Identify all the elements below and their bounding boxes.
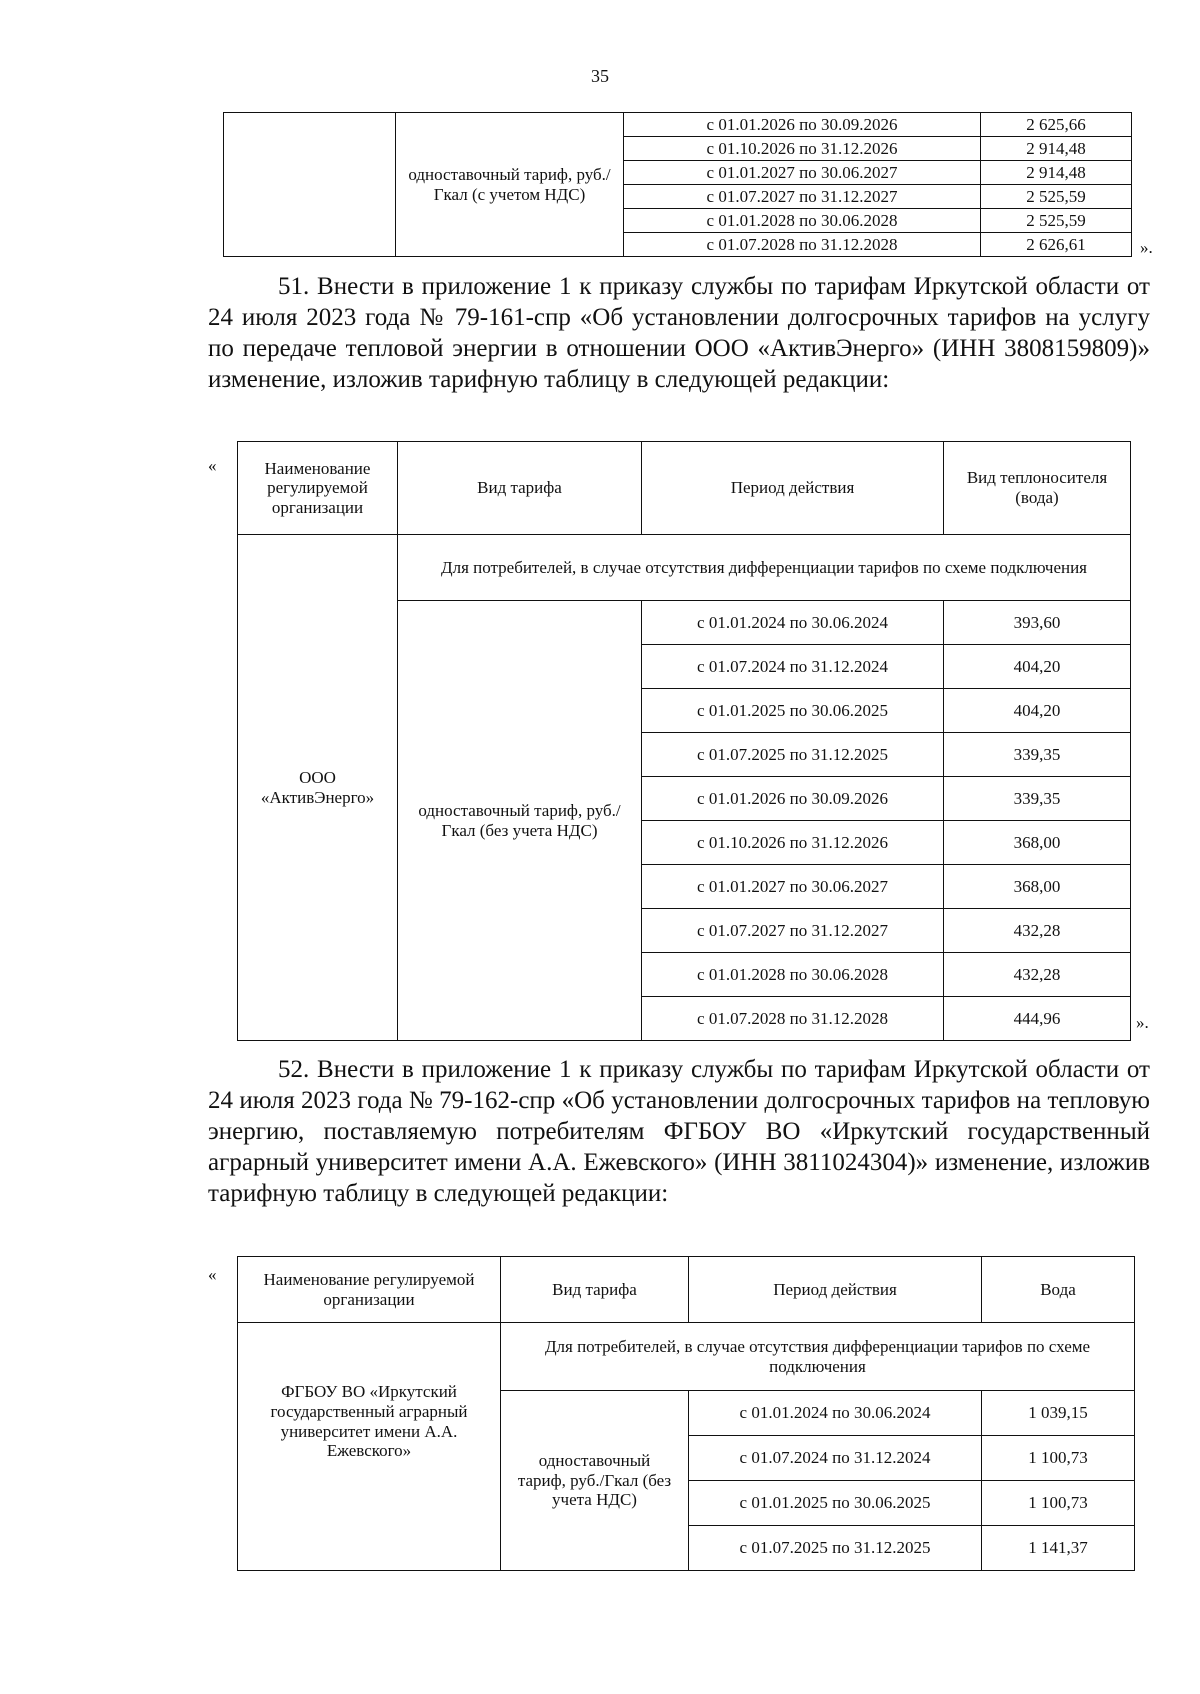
empty-org-cell [224,113,396,257]
period-cell: с 01.01.2024 по 30.06.2024 [642,601,944,645]
tariff-table-continued [223,112,1132,257]
header-carrier: Вид теплоносителя (вода) [944,442,1131,535]
tariff-table-52 [237,1256,1135,1571]
value-cell: 444,96 [944,997,1131,1041]
value-cell: 339,35 [944,733,1131,777]
value-cell: 432,28 [944,953,1131,997]
paragraph-51: 51. Внести в приложение 1 к приказу службы по тарифам Иркутской области от 24 июля 2023 года № 79-161-спр «Об установлении долгосрочных тарифов на услугу по передаче тепловой энергии в отношении ООО «АктивЭнерго» (ИНН 3808159809)» изменение, изложив тарифную таблицу в следующей редакции: [208,273,1150,393]
value-cell: 368,00 [944,865,1131,909]
value-cell: 2 525,59 [981,185,1132,209]
header-period: Период действия [642,442,944,535]
header-carrier: Вода [982,1257,1135,1323]
period-cell: с 01.07.2028 по 31.12.2028 [624,233,981,257]
tariff-type-cell: одноставочный тариф, руб./Гкал (без учета НДС) [398,601,642,1041]
value-cell: 393,60 [944,601,1131,645]
open-quote: « [208,456,217,475]
period-cell: с 01.07.2028 по 31.12.2028 [642,997,944,1041]
open-quote: « [208,1265,217,1284]
period-cell: с 01.01.2026 по 30.09.2026 [624,113,981,137]
value-cell: 432,28 [944,909,1131,953]
value-cell: 2 625,66 [981,113,1132,137]
organization-cell: ООО «АктивЭнерго» [238,535,398,1041]
period-cell: с 01.07.2025 по 31.12.2025 [642,733,944,777]
period-cell: с 01.07.2027 по 31.12.2027 [624,185,981,209]
period-cell: с 01.01.2027 по 30.06.2027 [624,161,981,185]
header-org: Наименование регулируемой организации [238,1257,501,1323]
value-cell: 2 525,59 [981,209,1132,233]
tariff-table-51 [237,441,1131,1041]
page-number: 35 [591,66,609,86]
header-org: Наименование регулируемой организации [238,442,398,535]
period-cell: с 01.01.2025 по 30.06.2025 [689,1481,982,1526]
tariff-type-cell: одноставочный тариф, руб./Гкал (без учета НДС) [501,1391,689,1571]
period-cell: с 01.01.2025 по 30.06.2025 [642,689,944,733]
value-cell: 1 100,73 [982,1481,1135,1526]
consumers-note: Для потребителей, в случае отсутствия дифференциации тарифов по схеме подключения [398,535,1131,601]
close-quote: ». [1136,1013,1149,1032]
header-tariff-type: Вид тарифа [501,1257,689,1323]
organization-cell: ФГБОУ ВО «Иркутский государственный аграрный университет имени А.А. Ежевского» [238,1323,501,1571]
period-cell: с 01.07.2024 по 31.12.2024 [642,645,944,689]
value-cell: 2 914,48 [981,137,1132,161]
period-cell: с 01.10.2026 по 31.12.2026 [624,137,981,161]
period-cell: с 01.01.2024 по 30.06.2024 [689,1391,982,1436]
value-cell: 2 626,61 [981,233,1132,257]
period-cell: с 01.01.2028 по 30.06.2028 [642,953,944,997]
value-cell: 1 039,15 [982,1391,1135,1436]
close-quote: ». [1140,238,1153,257]
consumers-note: Для потребителей, в случае отсутствия дифференциации тарифов по схеме подключения [501,1323,1135,1391]
period-cell: с 01.01.2027 по 30.06.2027 [642,865,944,909]
period-cell: с 01.10.2026 по 31.12.2026 [642,821,944,865]
period-cell: с 01.01.2028 по 30.06.2028 [624,209,981,233]
value-cell: 368,00 [944,821,1131,865]
value-cell: 404,20 [944,645,1131,689]
value-cell: 339,35 [944,777,1131,821]
header-period: Период действия [689,1257,982,1323]
tariff-type-cell: одноставочный тариф, руб./Гкал (с учетом НДС) [396,113,624,257]
value-cell: 404,20 [944,689,1131,733]
period-cell: с 01.07.2027 по 31.12.2027 [642,909,944,953]
period-cell: с 01.07.2025 по 31.12.2025 [689,1526,982,1571]
value-cell: 1 141,37 [982,1526,1135,1571]
value-cell: 2 914,48 [981,161,1132,185]
period-cell: с 01.07.2024 по 31.12.2024 [689,1436,982,1481]
header-tariff-type: Вид тарифа [398,442,642,535]
period-cell: с 01.01.2026 по 30.09.2026 [642,777,944,821]
value-cell: 1 100,73 [982,1436,1135,1481]
paragraph-52: 52. Внести в приложение 1 к приказу службы по тарифам Иркутской области от 24 июля 2023 года № 79-162-спр «Об установлении долгосрочных тарифов на тепловую энергию, поставляемую потребителям ФГБОУ ВО «Иркутский государственный аграрный университет имени А.А. Ежевского» (ИНН 3811024304)» изменение, изложив тарифную таблицу в следующей редакции: [208,1056,1150,1207]
